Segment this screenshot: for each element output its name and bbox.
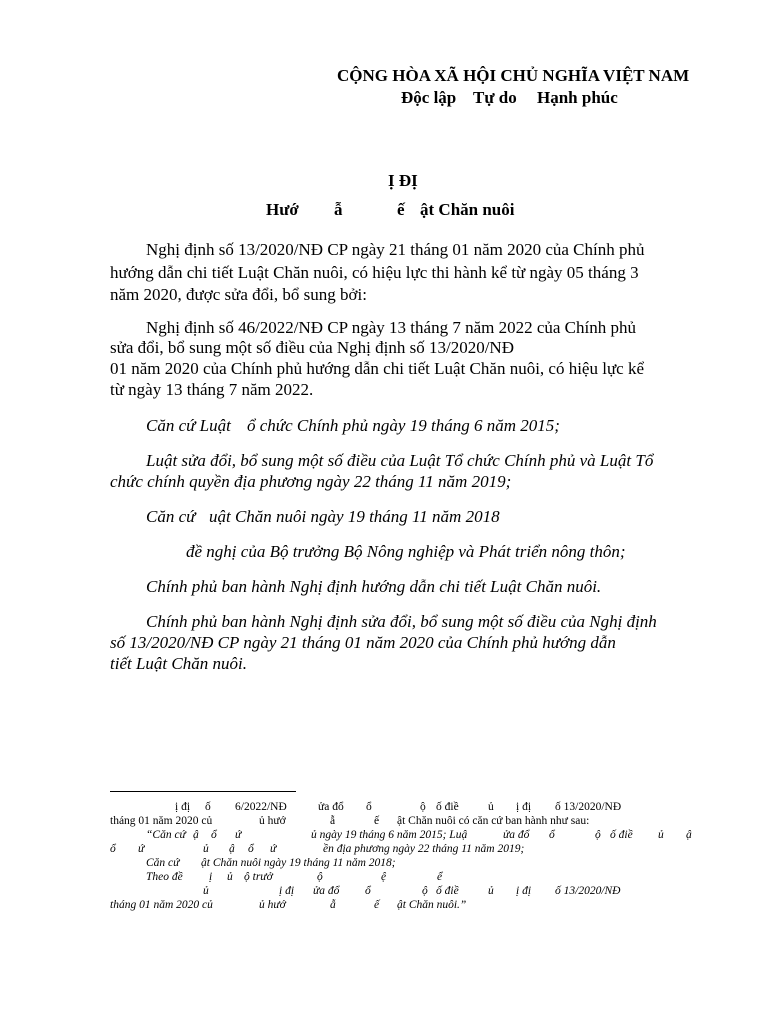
- paragraph-3-part-1: Căn cứ Luật: [146, 416, 231, 435]
- footnote-l7-c: ửa đổ: [313, 885, 340, 897]
- paragraph-2-line-3: 01 năm 2020 của Chính phủ hướng dẫn chi tiết Luật Chăn nuôi, có hiệu lực kể: [110, 359, 645, 378]
- footnote-l7-b: ị đị: [279, 885, 295, 897]
- footnote-l6-e: ộ: [317, 871, 323, 883]
- paragraph-1-line-1: Nghị định số 13/2020/NĐ CP ngày 21 tháng 01 năm 2020 của Chính phủ: [146, 240, 645, 259]
- footnote-l5-a: Căn cứ: [146, 857, 180, 869]
- footnote-l5-b: ật Chăn nuôi ngày 19 tháng 11 năm 2018;: [201, 857, 396, 869]
- footnote-l8-e: ật Chăn nuôi.”: [397, 899, 467, 911]
- footnote-l3-j: ủ: [658, 829, 664, 841]
- subtitle-part-3: ế: [397, 200, 405, 219]
- footnote-l4-c: ủ: [203, 843, 209, 855]
- footnote-l6-d: ộ trưở: [244, 871, 273, 883]
- motto-happiness: Hạnh phúc: [537, 88, 618, 107]
- footnote-l4-a: ổ: [110, 843, 116, 855]
- footnote-l2-a: tháng 01 năm 2020 củ: [110, 815, 213, 827]
- footnote-l1-c: 6/2022/NĐ: [235, 801, 287, 813]
- footnote-l3-c: ổ: [211, 829, 217, 841]
- paragraph-4-line-1: Luật sửa đổi, bổ sung một số điều của Luật Tổ chức Chính phủ và Luật Tổ: [146, 451, 654, 470]
- footnote-l1-h: ủ: [488, 801, 494, 813]
- footnote-l7-i: ố 13/2020/NĐ: [555, 885, 621, 897]
- footnote-l3-a: “Căn cứ: [146, 829, 186, 841]
- footnote-l2-d: ế: [374, 815, 380, 827]
- subtitle-part-2: ẫ: [334, 200, 343, 219]
- footnote-l7-h: ị đị: [516, 885, 532, 897]
- footnote-l7-d: ổ: [365, 885, 371, 897]
- footnote-l7-g: ủ: [488, 885, 494, 897]
- footnote-l7-e: ộ: [422, 885, 428, 897]
- footnote-l3-e: ủ ngày 19 tháng 6 năm 2015; Luậ: [311, 829, 468, 841]
- paragraph-3-part-2: ổ chức Chính phủ ngày 19 tháng 6 năm 2015;: [247, 416, 560, 435]
- footnote-l3-g: ổ: [549, 829, 555, 841]
- paragraph-7: Chính phủ ban hành Nghị định hướng dẫn chi tiết Luật Chăn nuôi.: [146, 577, 602, 596]
- footnote-l3-d: ứ: [235, 829, 242, 841]
- footnote-l6-g: ể: [437, 871, 443, 883]
- footnote-l1-j: ố 13/2020/NĐ: [555, 801, 622, 813]
- footnote-l2-c: ẫ: [330, 815, 336, 827]
- footnote-l2-e: ật Chăn nuôi có căn cứ ban hành như sau:: [397, 815, 590, 827]
- subtitle-part-1: Hướ: [266, 200, 299, 219]
- footnote-l4-b: ứ: [138, 843, 145, 855]
- footnote-l6-b: ị: [209, 871, 213, 883]
- paragraph-4-line-2: chức chính quyền địa phương ngày 22 tháng 11 năm 2019;: [110, 472, 512, 491]
- footnote-l6-a: Theo đề: [146, 871, 183, 883]
- document-type: Ị ĐỊ: [388, 171, 418, 190]
- footnote-l6-c: ủ: [227, 871, 233, 883]
- paragraph-1-line-3: năm 2020, được sửa đổi, bổ sung bởi:: [110, 285, 367, 304]
- footnote-l4-g: ền địa phương ngày 22 tháng 11 năm 2019;: [323, 843, 525, 855]
- footnote-l3-f: ửa đổ: [503, 829, 530, 841]
- footnote-l8-c: ẫ: [330, 899, 336, 911]
- footnote-l7-f: ố điề: [436, 885, 459, 897]
- motto-independence: Độc lập: [401, 88, 457, 107]
- paragraph-5-part-2: uật Chăn nuôi ngày 19 tháng 11 năm 2018: [209, 507, 500, 526]
- paragraph-8-line-3: tiết Luật Chăn nuôi.: [110, 654, 247, 673]
- footnote-l1-d: ửa đổ: [318, 801, 344, 813]
- footnote-l8-a: tháng 01 năm 2020 củ: [110, 899, 213, 911]
- footnote-l4-e: ổ: [248, 843, 254, 855]
- footnote-l6-f: ệ: [381, 871, 387, 883]
- footnote-l1-b: ố: [205, 801, 211, 813]
- paragraph-2-line-4: từ ngày 13 tháng 7 năm 2022.: [110, 380, 314, 399]
- footnote-l4-d: ậ: [229, 843, 235, 855]
- footnote-l1-f: ộ: [420, 801, 426, 813]
- footnote-l1-e: ổ: [366, 801, 372, 813]
- footnote-l2-b: ủ hướ: [259, 815, 286, 827]
- paragraph-8-line-2: số 13/2020/NĐ CP ngày 21 tháng 01 năm 2020 của Chính phủ hướng dẫn: [110, 633, 616, 652]
- footnote-l3-i: ố điề: [610, 829, 633, 841]
- footnote-l1-a: ị đị: [175, 801, 191, 813]
- footnote-l8-d: ế: [374, 899, 380, 911]
- nation-heading: CỘNG HÒA XÃ HỘI CHỦ NGHĨA VIỆT NAM: [337, 66, 690, 85]
- footnote-l3-h: ộ: [595, 829, 601, 841]
- footnote-l1-g: ố điề: [436, 801, 459, 813]
- paragraph-6: đề nghị của Bộ trưởng Bộ Nông nghiệp và Phát triển nông thôn;: [186, 542, 626, 561]
- paragraph-1-line-2: hướng dẫn chi tiết Luật Chăn nuôi, có hiệu lực thi hành kể từ ngày 05 tháng 3: [110, 263, 639, 282]
- footnote-separator: [110, 791, 296, 792]
- footnote-l1-i: ị đị: [516, 801, 532, 813]
- paragraph-8-line-1: Chính phủ ban hành Nghị định sửa đổi, bổ sung một số điều của Nghị định: [146, 612, 657, 631]
- footnote-l7-a: ủ: [203, 885, 209, 897]
- footnote-l4-f: ứ: [270, 843, 277, 855]
- paragraph-2-line-1: Nghị định số 46/2022/NĐ CP ngày 13 tháng 7 năm 2022 của Chính phủ: [146, 318, 636, 337]
- subtitle-part-4: ật Chăn nuôi: [420, 200, 515, 219]
- motto-freedom: Tự do: [473, 88, 517, 107]
- paragraph-5-part-1: Căn cứ: [146, 507, 196, 526]
- footnote-l8-b: ủ hướ: [259, 899, 286, 911]
- footnote-l3-b: ậ: [193, 829, 199, 841]
- paragraph-2-line-2: sửa đổi, bổ sung một số điều của Nghị định số 13/2020/NĐ: [110, 338, 514, 357]
- footnote-l3-k: ậ: [686, 829, 692, 841]
